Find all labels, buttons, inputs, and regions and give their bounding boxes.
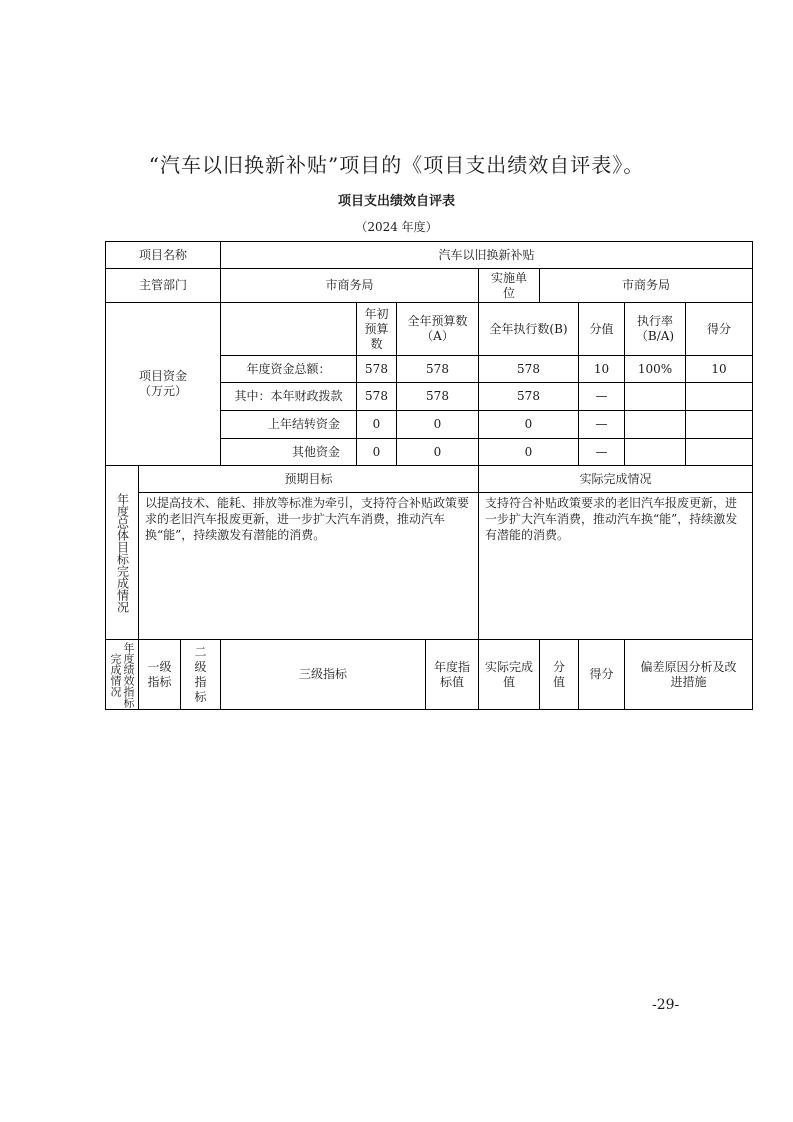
page-number: -29- [652,997,680,1013]
indicators-side-label: 年度绩效指标完成情况 [109,641,135,708]
goals-side-cell [105,466,139,640]
funds-cell [625,383,686,411]
funds-header-executed: 全年执行数(B) [479,303,579,356]
funds-cell: 578 [397,356,479,383]
level1-header: 一级指标 [139,640,181,710]
deviation-header: 偏差原因分析及改进措施 [625,640,753,710]
score-header: 得分 [579,640,625,710]
project-name-label: 项目名称 [105,241,221,269]
indicators-side-cell [105,640,139,710]
funds-cell: 0 [479,411,579,439]
funds-cell: — [579,411,625,439]
funds-label: 项目资金（万元） [105,303,221,466]
funds-header-exec-rate: 执行率（B/A) [625,303,686,356]
funds-cell: 578 [479,383,579,411]
funds-cell: 578 [357,383,397,411]
score-value-header: 分值 [540,640,579,710]
funds-cell: 0 [357,411,397,439]
funds-cell: 10 [579,356,625,383]
project-name-value: 汽车以旧换新补贴 [221,241,753,269]
funds-cell [686,411,753,439]
funds-cell: 100% [625,356,686,383]
actual-result-text: 支持符合补贴政策要求的老旧汽车报废更新，进一步扩大汽车消费，推动汽车换“能”，持续激发有潜能的消费。 [479,493,753,640]
funds-cell: 578 [357,356,397,383]
funds-cell: 0 [397,411,479,439]
funds-cell: 578 [397,383,479,411]
level3-header: 三级指标 [221,640,426,710]
funds-row-label: 年度资金总额： [221,356,357,383]
expected-goal-header: 预期目标 [139,466,479,493]
goals-side-label: 年度总体目标完成情况 [115,492,130,613]
table-title: 项目支出绩效自评表 [337,194,455,209]
page-heading: “汽车以旧换新补贴”项目的《项目支出绩效自评表》。 [148,153,645,177]
funds-row-label: 其他资金 [221,439,357,466]
funds-header-initial-budget: 年初预算数 [357,303,397,356]
funds-header-score: 得分 [686,303,753,356]
funds-cell [625,411,686,439]
funds-cell [625,439,686,466]
annual-value-header: 年度指标值 [426,640,479,710]
funds-cell: 0 [397,439,479,466]
funds-row-label: 其中：本年财政拨款 [221,383,357,411]
funds-header-blank [221,303,357,356]
funds-row-label: 上年结转资金 [221,411,357,439]
impl-unit-label: 实施单位 [479,269,540,303]
impl-unit-value: 市商务局 [540,269,753,303]
actual-value-header: 实际完成值 [479,640,540,710]
table-year: （2024 年度） [355,220,438,234]
funds-cell: 0 [479,439,579,466]
dept-value: 市商务局 [221,269,479,303]
funds-header-annual-budget: 全年预算数（A） [397,303,479,356]
expected-goal-text: 以提高技术、能耗、排放等标准为牵引，支持符合补贴政策要求的老旧汽车报废更新，进一步扩大汽车消费，推动汽车换“能”，持续激发有潜能的消费。 [139,493,479,640]
level2-header: 二级指标 [181,640,221,710]
funds-cell [686,439,753,466]
funds-cell: 0 [357,439,397,466]
funds-cell [686,383,753,411]
funds-cell: — [579,383,625,411]
actual-result-header: 实际完成情况 [479,466,753,493]
funds-cell: 578 [479,356,579,383]
funds-cell: — [579,439,625,466]
funds-header-score-value: 分值 [579,303,625,356]
funds-cell: 10 [686,356,753,383]
dept-label: 主管部门 [105,269,221,303]
